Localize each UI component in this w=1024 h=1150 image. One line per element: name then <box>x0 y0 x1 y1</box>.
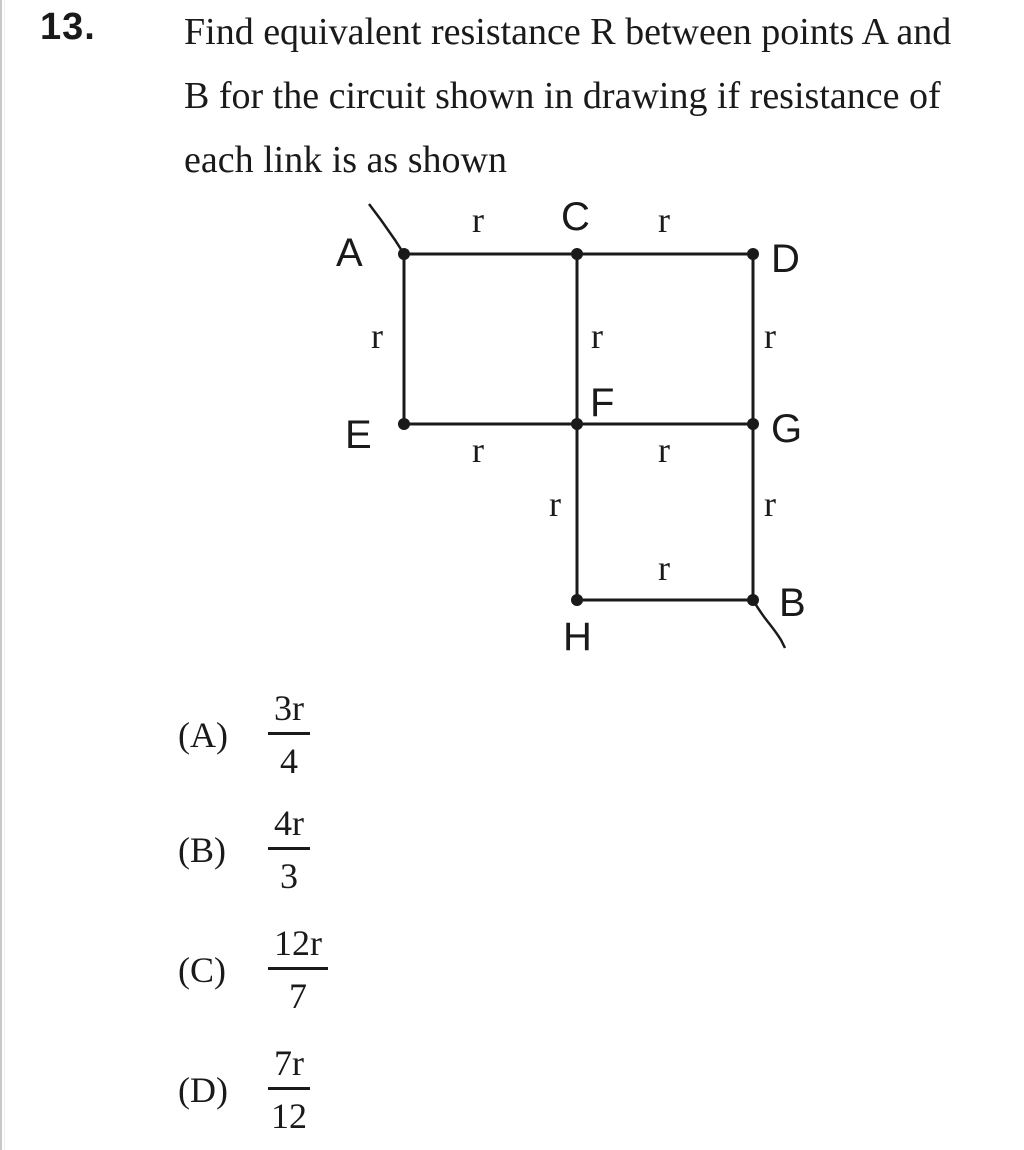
node-label-B: B <box>779 581 806 625</box>
option-a-label: (A) <box>178 714 228 755</box>
option-a-numerator: 3r <box>274 688 304 728</box>
node-label-D: D <box>771 237 800 281</box>
node-A-dot <box>398 248 410 260</box>
option-d-label: (D) <box>178 1069 228 1110</box>
option-b-denominator: 3 <box>280 856 298 896</box>
resistance-label-A-E: r <box>371 316 383 356</box>
option-b-numerator: 4r <box>274 803 304 843</box>
option-a-fraction <box>268 690 310 779</box>
option-d-numerator: 7r <box>274 1043 304 1083</box>
node-G-dot <box>747 418 759 430</box>
option-d-denominator: 12 <box>271 1096 307 1136</box>
node-label-H: H <box>563 615 592 659</box>
node-label-G: G <box>771 407 803 451</box>
resistance-label-H-B: r <box>658 548 670 588</box>
resistance-label-A-C: r <box>472 200 484 240</box>
option-d-fraction <box>268 1045 310 1134</box>
node-label-E: E <box>345 413 372 457</box>
node-F-dot <box>571 418 583 430</box>
node-B-dot <box>747 594 759 606</box>
terminal-lead-A <box>369 204 404 254</box>
option-a[interactable] <box>178 690 310 779</box>
resistance-label-G-B: r <box>764 484 776 524</box>
node-label-F: F <box>590 381 615 425</box>
node-D-dot <box>747 248 759 260</box>
resistance-label-E-F: r <box>472 430 484 470</box>
question-text-line-2: B for the circuit shown in drawing if resistance of <box>184 75 941 117</box>
question-text-line-3: each link is as shown <box>184 139 507 181</box>
node-label-A: A <box>336 231 363 275</box>
resistance-label-F-G: r <box>658 430 670 470</box>
option-a-denominator: 4 <box>280 741 298 781</box>
option-c-denominator: 7 <box>289 976 307 1016</box>
node-E-dot <box>398 418 410 430</box>
node-C-dot <box>571 248 583 260</box>
option-c-numerator: 12r <box>274 923 322 963</box>
question-text-line-1: Find equivalent resistance R between points A and <box>184 11 952 53</box>
option-c-fraction <box>268 925 328 1014</box>
resistance-label-C-F: r <box>591 316 603 356</box>
node-label-C: C <box>561 195 590 239</box>
option-b[interactable] <box>178 805 310 894</box>
node-H-dot <box>571 594 583 606</box>
option-b-fraction <box>268 805 310 894</box>
option-d[interactable] <box>178 1045 310 1134</box>
resistance-label-C-D: r <box>658 200 670 240</box>
resistance-label-F-H: r <box>549 484 561 524</box>
question-number: 13. <box>40 6 96 48</box>
option-b-label: (B) <box>178 829 226 870</box>
option-c[interactable] <box>178 925 328 1014</box>
resistance-label-D-G: r <box>764 316 776 356</box>
option-c-label: (C) <box>178 949 226 990</box>
